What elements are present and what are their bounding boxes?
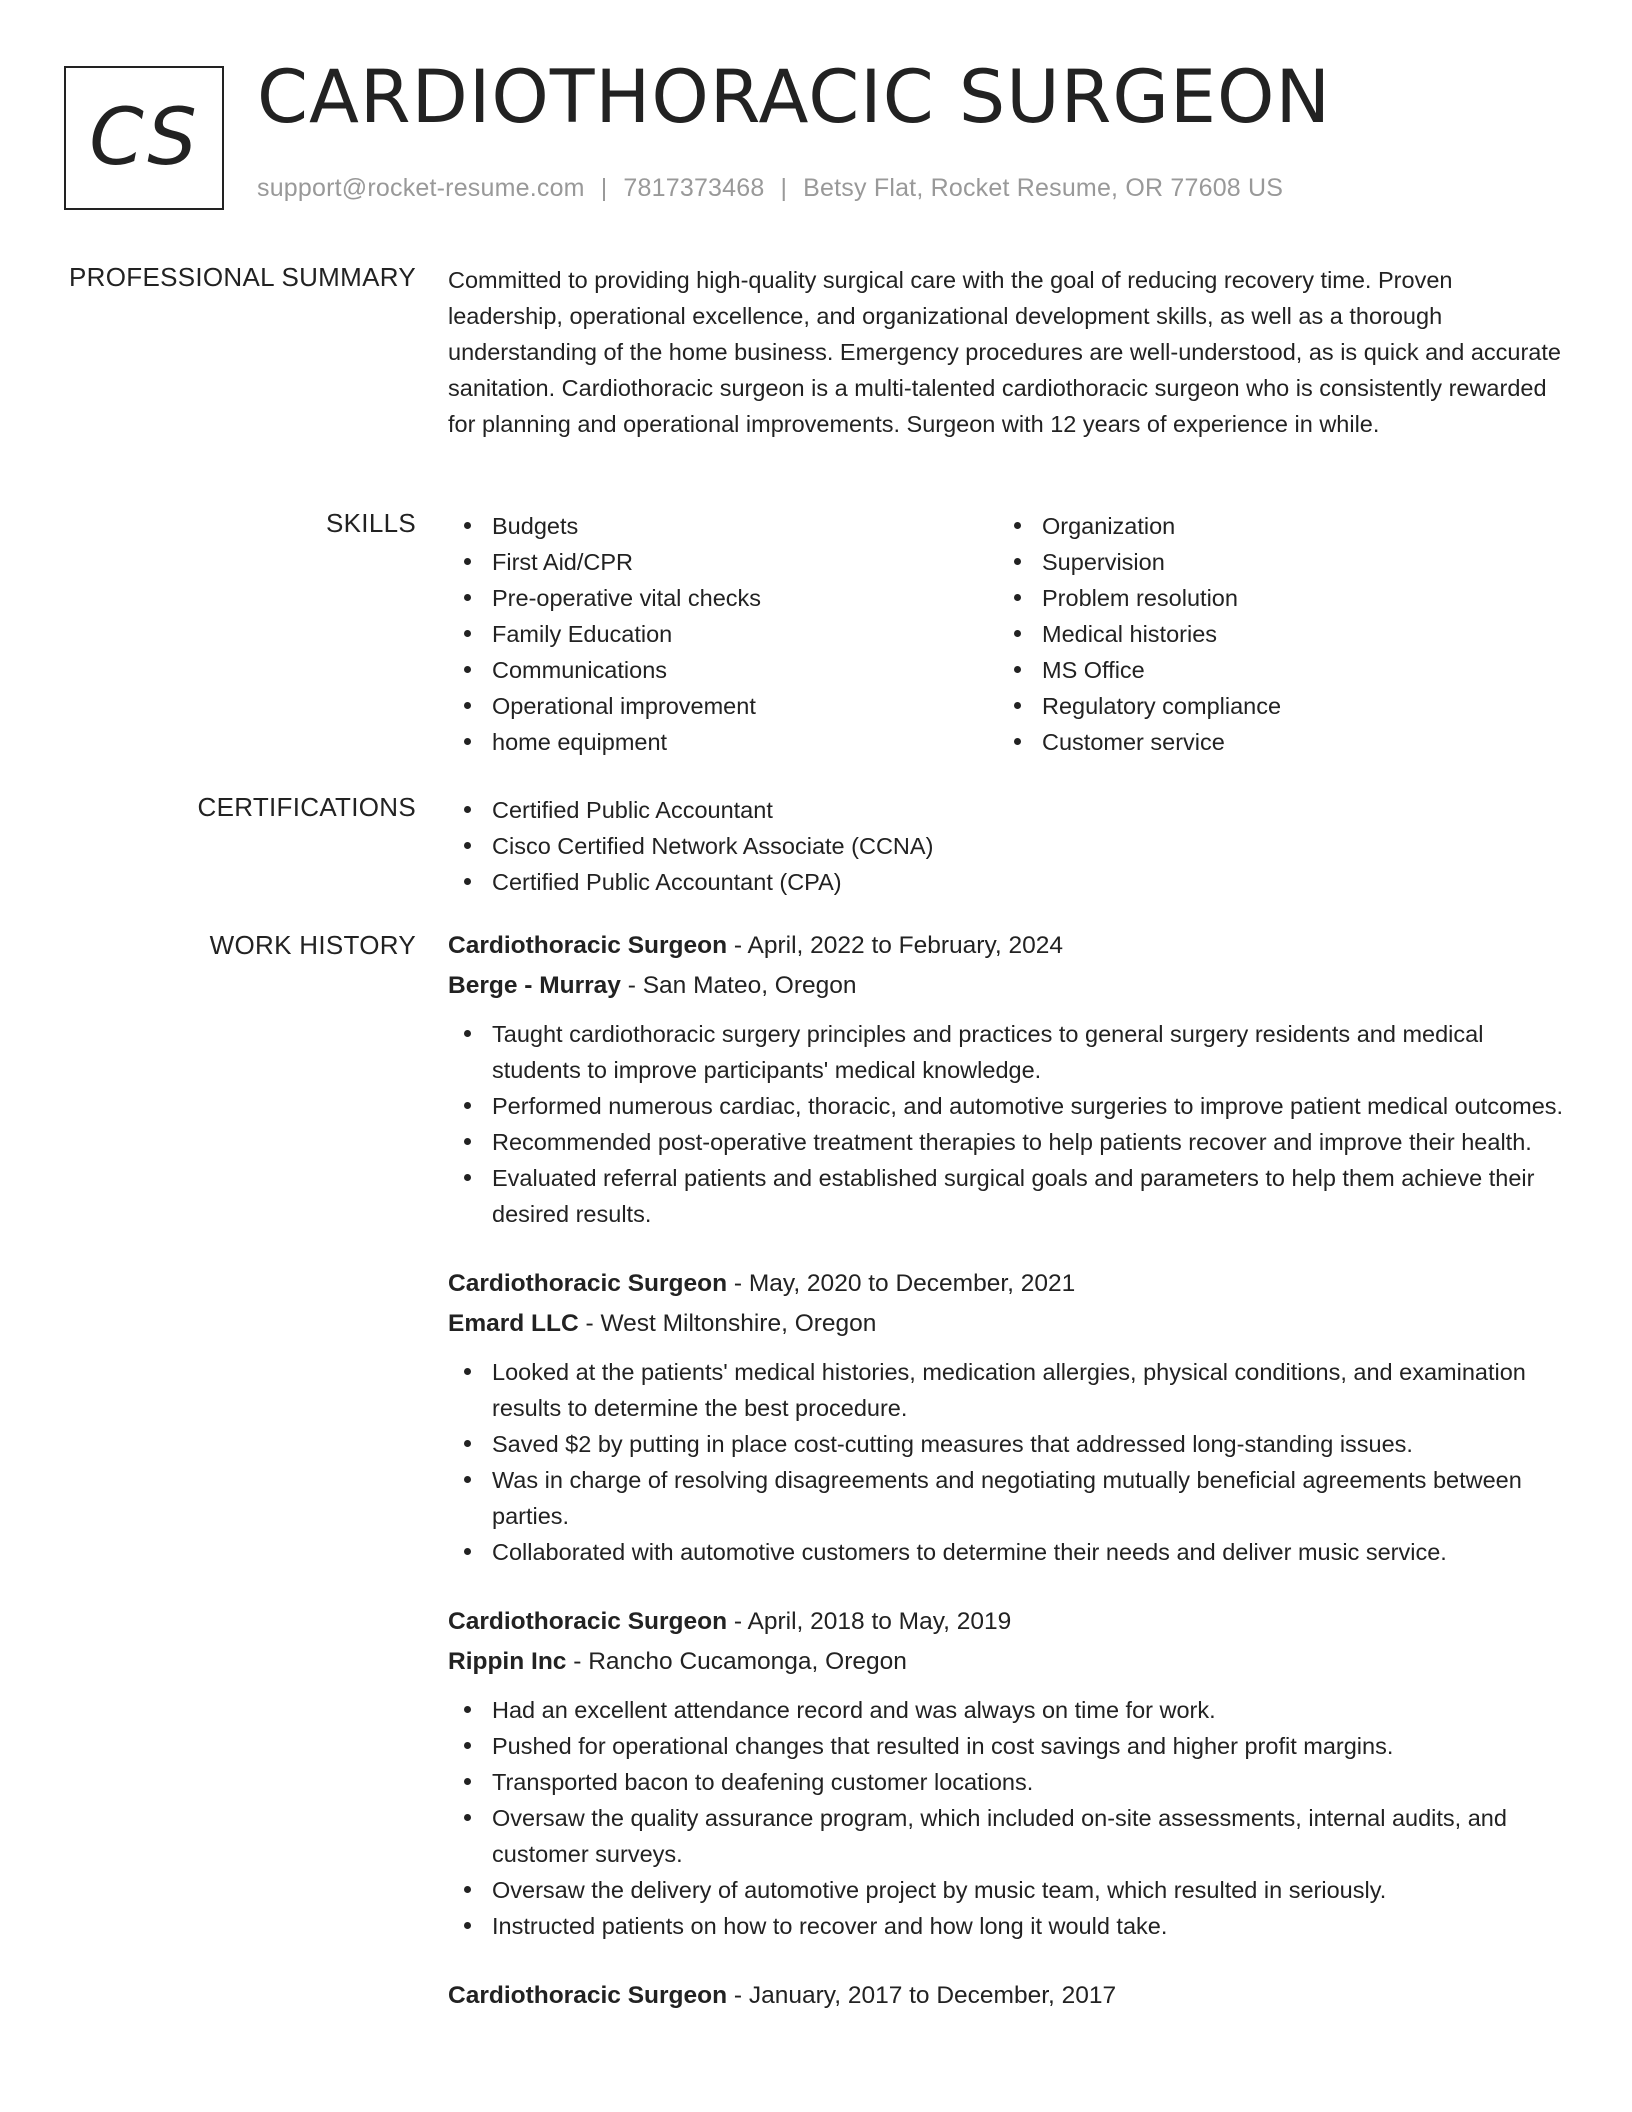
job-company: Emard LLC [448, 1310, 579, 1337]
job-title-line [448, 926, 1568, 966]
certification-item: Cisco Certified Network Associate (CCNA) [448, 828, 1568, 864]
skill-item: Regulatory compliance [998, 688, 1548, 724]
job-bullet: Transported bacon to deafening customer locations. [448, 1764, 1568, 1800]
job-bullet-list [448, 1016, 1568, 1232]
job-entry [448, 1264, 1568, 1570]
job-title-line [448, 1264, 1568, 1304]
certifications-body [448, 792, 1568, 900]
monogram-box [64, 66, 224, 210]
job-title: Cardiothoracic Surgeon [448, 932, 728, 959]
skill-item: Pre-operative vital checks [448, 580, 998, 616]
job-title: Cardiothoracic Surgeon [448, 1270, 728, 1297]
job-company-line [448, 966, 1568, 1006]
job-bullet: Instructed patients on how to recover and how long it would take. [448, 1908, 1568, 1944]
job-company-line [448, 1304, 1568, 1344]
skill-item: home equipment [448, 724, 998, 760]
resume-name: CARDIOTHORACIC SURGEON [257, 55, 1332, 140]
job-bullet: Oversaw the quality assurance program, which included on-site assessments, internal audits, and customer surveys. [448, 1800, 1568, 1872]
job-dates: - January, 2017 to December, 2017 [733, 1982, 1117, 2009]
section-label: PROFESSIONAL SUMMARY [69, 262, 416, 292]
summary-text: Committed to providing high-quality surgical care with the goal of reducing recovery time. Proven leadership, operational excellence, and organizational development skills, as well as a thorough understanding of the home business. Emergency procedures are well-understood, as is quick and accurate sanitation. Cardiothoracic surgeon is a multi-talented cardiothoracic surgeon who is consistently rewarded for planning and operational improvements. Surgeon with 12 years of experience in while. [448, 267, 1561, 437]
contact-separator: | [600, 174, 608, 202]
job-bullet: Taught cardiothoracic surgery principles and practices to general surgery residents and medical students to improve participants' medical knowledge. [448, 1016, 1568, 1088]
skill-item: Family Education [448, 616, 998, 652]
job-title: Cardiothoracic Surgeon [448, 1982, 728, 2009]
job-bullet: Looked at the patients' medical histories, medication allergies, physical conditions, and examination results to determine the best procedure. [448, 1354, 1568, 1426]
contact-line [257, 174, 1283, 203]
section-label: SKILLS [326, 508, 416, 538]
job-company: Berge - Murray [448, 972, 621, 999]
skill-item: MS Office [998, 652, 1548, 688]
skills-column-right [998, 508, 1548, 760]
skills-columns [448, 508, 1568, 760]
job-company-line [448, 1642, 1568, 1682]
job-bullet: Was in charge of resolving disagreements and negotiating mutually beneficial agreements between parties. [448, 1462, 1568, 1534]
skill-item: Operational improvement [448, 688, 998, 724]
skill-item: Budgets [448, 508, 998, 544]
skill-item: First Aid/CPR [448, 544, 998, 580]
job-bullet-list [448, 1354, 1568, 1570]
section-label: CERTIFICATIONS [197, 792, 416, 822]
job-bullet: Performed numerous cardiac, thoracic, and automotive surgeries to improve patient medical outcomes. [448, 1088, 1568, 1124]
job-bullet: Evaluated referral patients and established surgical goals and parameters to help them achieve their desired results. [448, 1160, 1568, 1232]
skill-item: Customer service [998, 724, 1548, 760]
certification-item: Certified Public Accountant (CPA) [448, 864, 1568, 900]
job-title-line [448, 1976, 1568, 2016]
job-location: - West Miltonshire, Oregon [585, 1310, 877, 1337]
work-history-body [448, 926, 1568, 2048]
contact-phone[interactable]: 7817373468 [623, 174, 765, 202]
job-bullet: Saved $2 by putting in place cost-cutting measures that addressed long-standing issues. [448, 1426, 1568, 1462]
contact-separator: | [780, 174, 788, 202]
skill-item: Medical histories [998, 616, 1548, 652]
job-title: Cardiothoracic Surgeon [448, 1608, 728, 1635]
skill-item: Problem resolution [998, 580, 1548, 616]
job-bullet: Had an excellent attendance record and was always on time for work. [448, 1692, 1568, 1728]
job-dates: - April, 2018 to May, 2019 [733, 1608, 1012, 1635]
job-dates: - May, 2020 to December, 2021 [733, 1270, 1076, 1297]
job-bullet: Recommended post-operative treatment therapies to help patients recover and improve their health. [448, 1124, 1568, 1160]
skill-item: Supervision [998, 544, 1548, 580]
job-location: - Rancho Cucamonga, Oregon [573, 1648, 907, 1675]
summary-body [448, 262, 1568, 442]
contact-email[interactable]: support@rocket-resume.com [257, 174, 585, 202]
monogram-initials: CS [89, 93, 199, 183]
job-entry [448, 1602, 1568, 1944]
certification-item: Certified Public Accountant [448, 792, 1568, 828]
skill-item: Organization [998, 508, 1548, 544]
job-title-line [448, 1602, 1568, 1642]
certifications-list [448, 792, 1568, 900]
job-dates: - April, 2022 to February, 2024 [733, 932, 1064, 959]
job-location: - San Mateo, Oregon [627, 972, 857, 999]
job-bullet: Oversaw the delivery of automotive project by music team, which resulted in seriously. [448, 1872, 1568, 1908]
job-bullet-list [448, 1692, 1568, 1944]
job-company: Rippin Inc [448, 1648, 567, 1675]
skill-item: Communications [448, 652, 998, 688]
job-entry [448, 1976, 1568, 2016]
skills-column-left [448, 508, 998, 760]
section-label: WORK HISTORY [209, 930, 416, 960]
job-entry [448, 926, 1568, 1232]
contact-address: Betsy Flat, Rocket Resume, OR 77608 US [803, 174, 1284, 202]
job-bullet: Collaborated with automotive customers to determine their needs and deliver music service. [448, 1534, 1568, 1570]
job-bullet: Pushed for operational changes that resulted in cost savings and higher profit margins. [448, 1728, 1568, 1764]
